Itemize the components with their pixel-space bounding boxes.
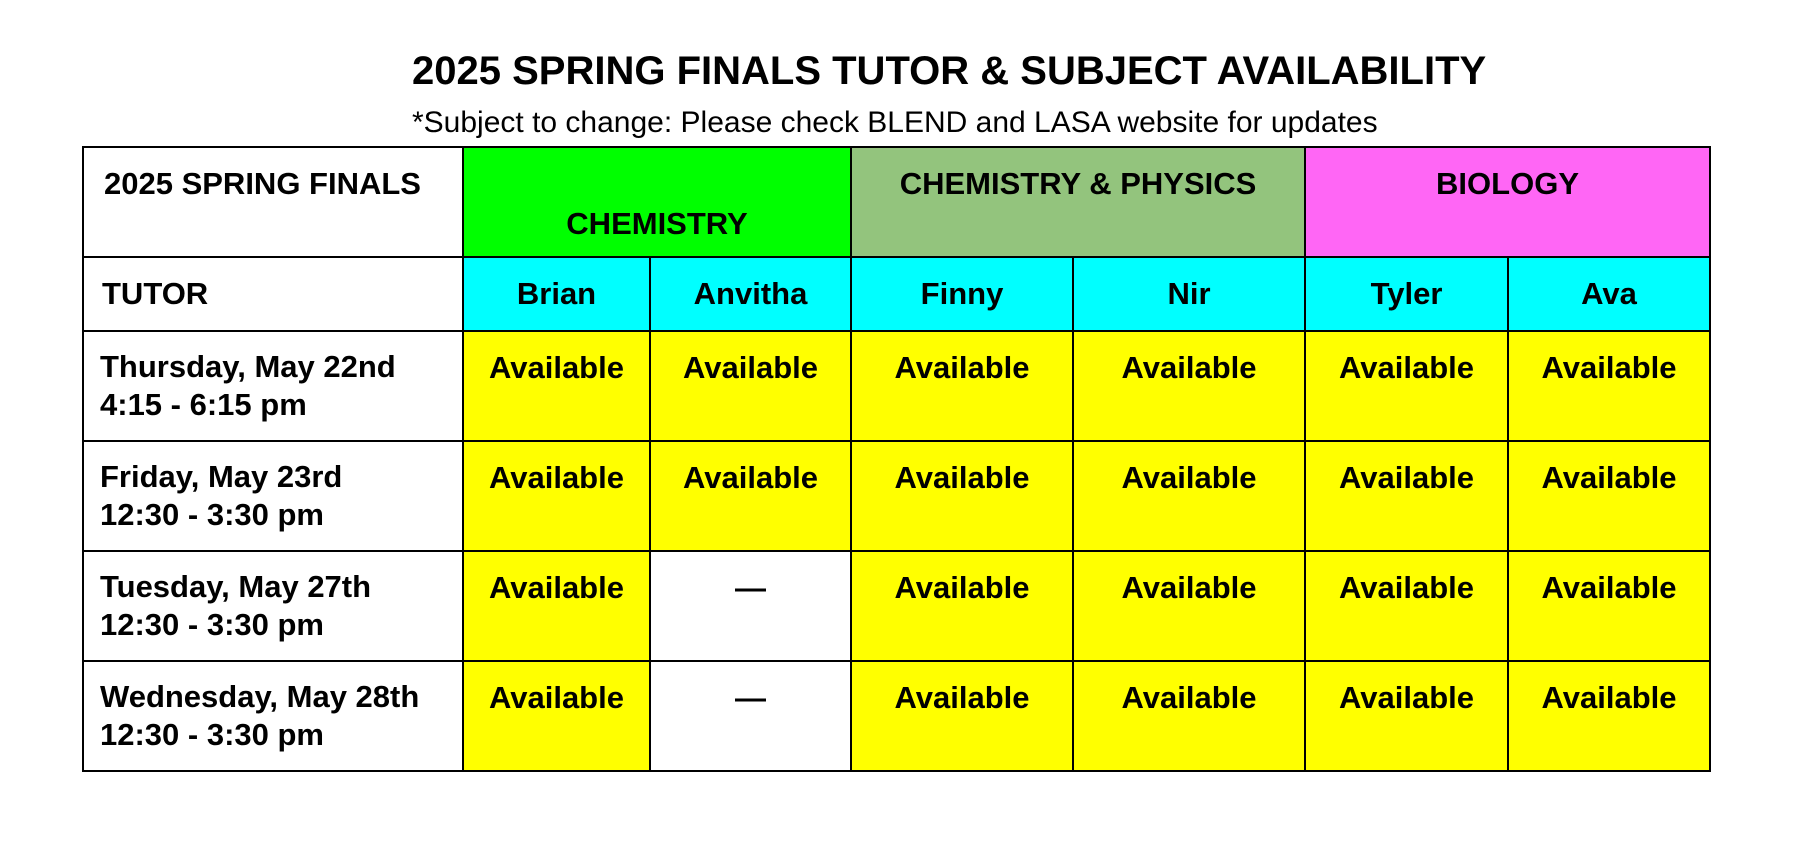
availability-cell: Available [851,441,1073,551]
time-label: 12:30 - 3:30 pm [100,607,324,642]
availability-cell: Available [463,331,650,441]
table-row [83,331,1710,441]
day-label: Friday, May 23rd [100,459,343,494]
tutor-name: Ava [1508,257,1710,331]
availability-table [82,146,1711,772]
table-row [83,551,1710,661]
tutor-name: Finny [851,257,1073,331]
tutor-name: Brian [463,257,650,331]
day-cell [83,551,463,661]
availability-cell: — [650,661,851,771]
tutor-header-row [83,257,1710,331]
availability-cell: Available [851,661,1073,771]
availability-cell: Available [650,441,851,551]
availability-cell: Available [1305,661,1508,771]
subject-biology: BIOLOGY [1305,147,1710,257]
availability-cell: Available [1305,551,1508,661]
availability-cell: Available [1073,661,1305,771]
availability-cell: Available [1508,441,1710,551]
table-row [83,661,1710,771]
availability-cell: Available [1305,441,1508,551]
availability-cell: Available [1508,661,1710,771]
time-label: 4:15 - 6:15 pm [100,387,307,422]
tutor-name: Tyler [1305,257,1508,331]
day-label: Wednesday, May 28th [100,679,420,714]
availability-cell: Available [1508,551,1710,661]
availability-cell: Available [650,331,851,441]
availability-cell: Available [851,551,1073,661]
availability-cell: Available [1073,551,1305,661]
tutor-label: TUTOR [83,257,463,331]
page-subtitle: *Subject to change: Please check BLEND and LASA website for updates [412,106,1378,139]
corner-label: 2025 SPRING FINALS [83,147,463,257]
tutor-name: Nir [1073,257,1305,331]
table-row [83,441,1710,551]
day-cell [83,331,463,441]
availability-cell: Available [463,551,650,661]
time-label: 12:30 - 3:30 pm [100,717,324,752]
availability-cell: Available [1073,331,1305,441]
day-cell [83,441,463,551]
subject-chemistry: CHEMISTRY [463,147,851,257]
availability-cell: Available [851,331,1073,441]
day-label: Tuesday, May 27th [100,569,372,604]
availability-cell: Available [1073,441,1305,551]
page-title: 2025 SPRING FINALS TUTOR & SUBJECT AVAILABILITY [412,49,1487,93]
tutor-name: Anvitha [650,257,851,331]
day-cell [83,661,463,771]
time-label: 12:30 - 3:30 pm [100,497,324,532]
subject-chemistry-physics: CHEMISTRY & PHYSICS [851,147,1305,257]
day-label: Thursday, May 22nd [100,349,396,384]
subject-header-row [83,147,1710,257]
availability-cell: Available [1508,331,1710,441]
availability-cell: Available [463,661,650,771]
availability-cell: — [650,551,851,661]
availability-cell: Available [463,441,650,551]
availability-cell: Available [1305,331,1508,441]
